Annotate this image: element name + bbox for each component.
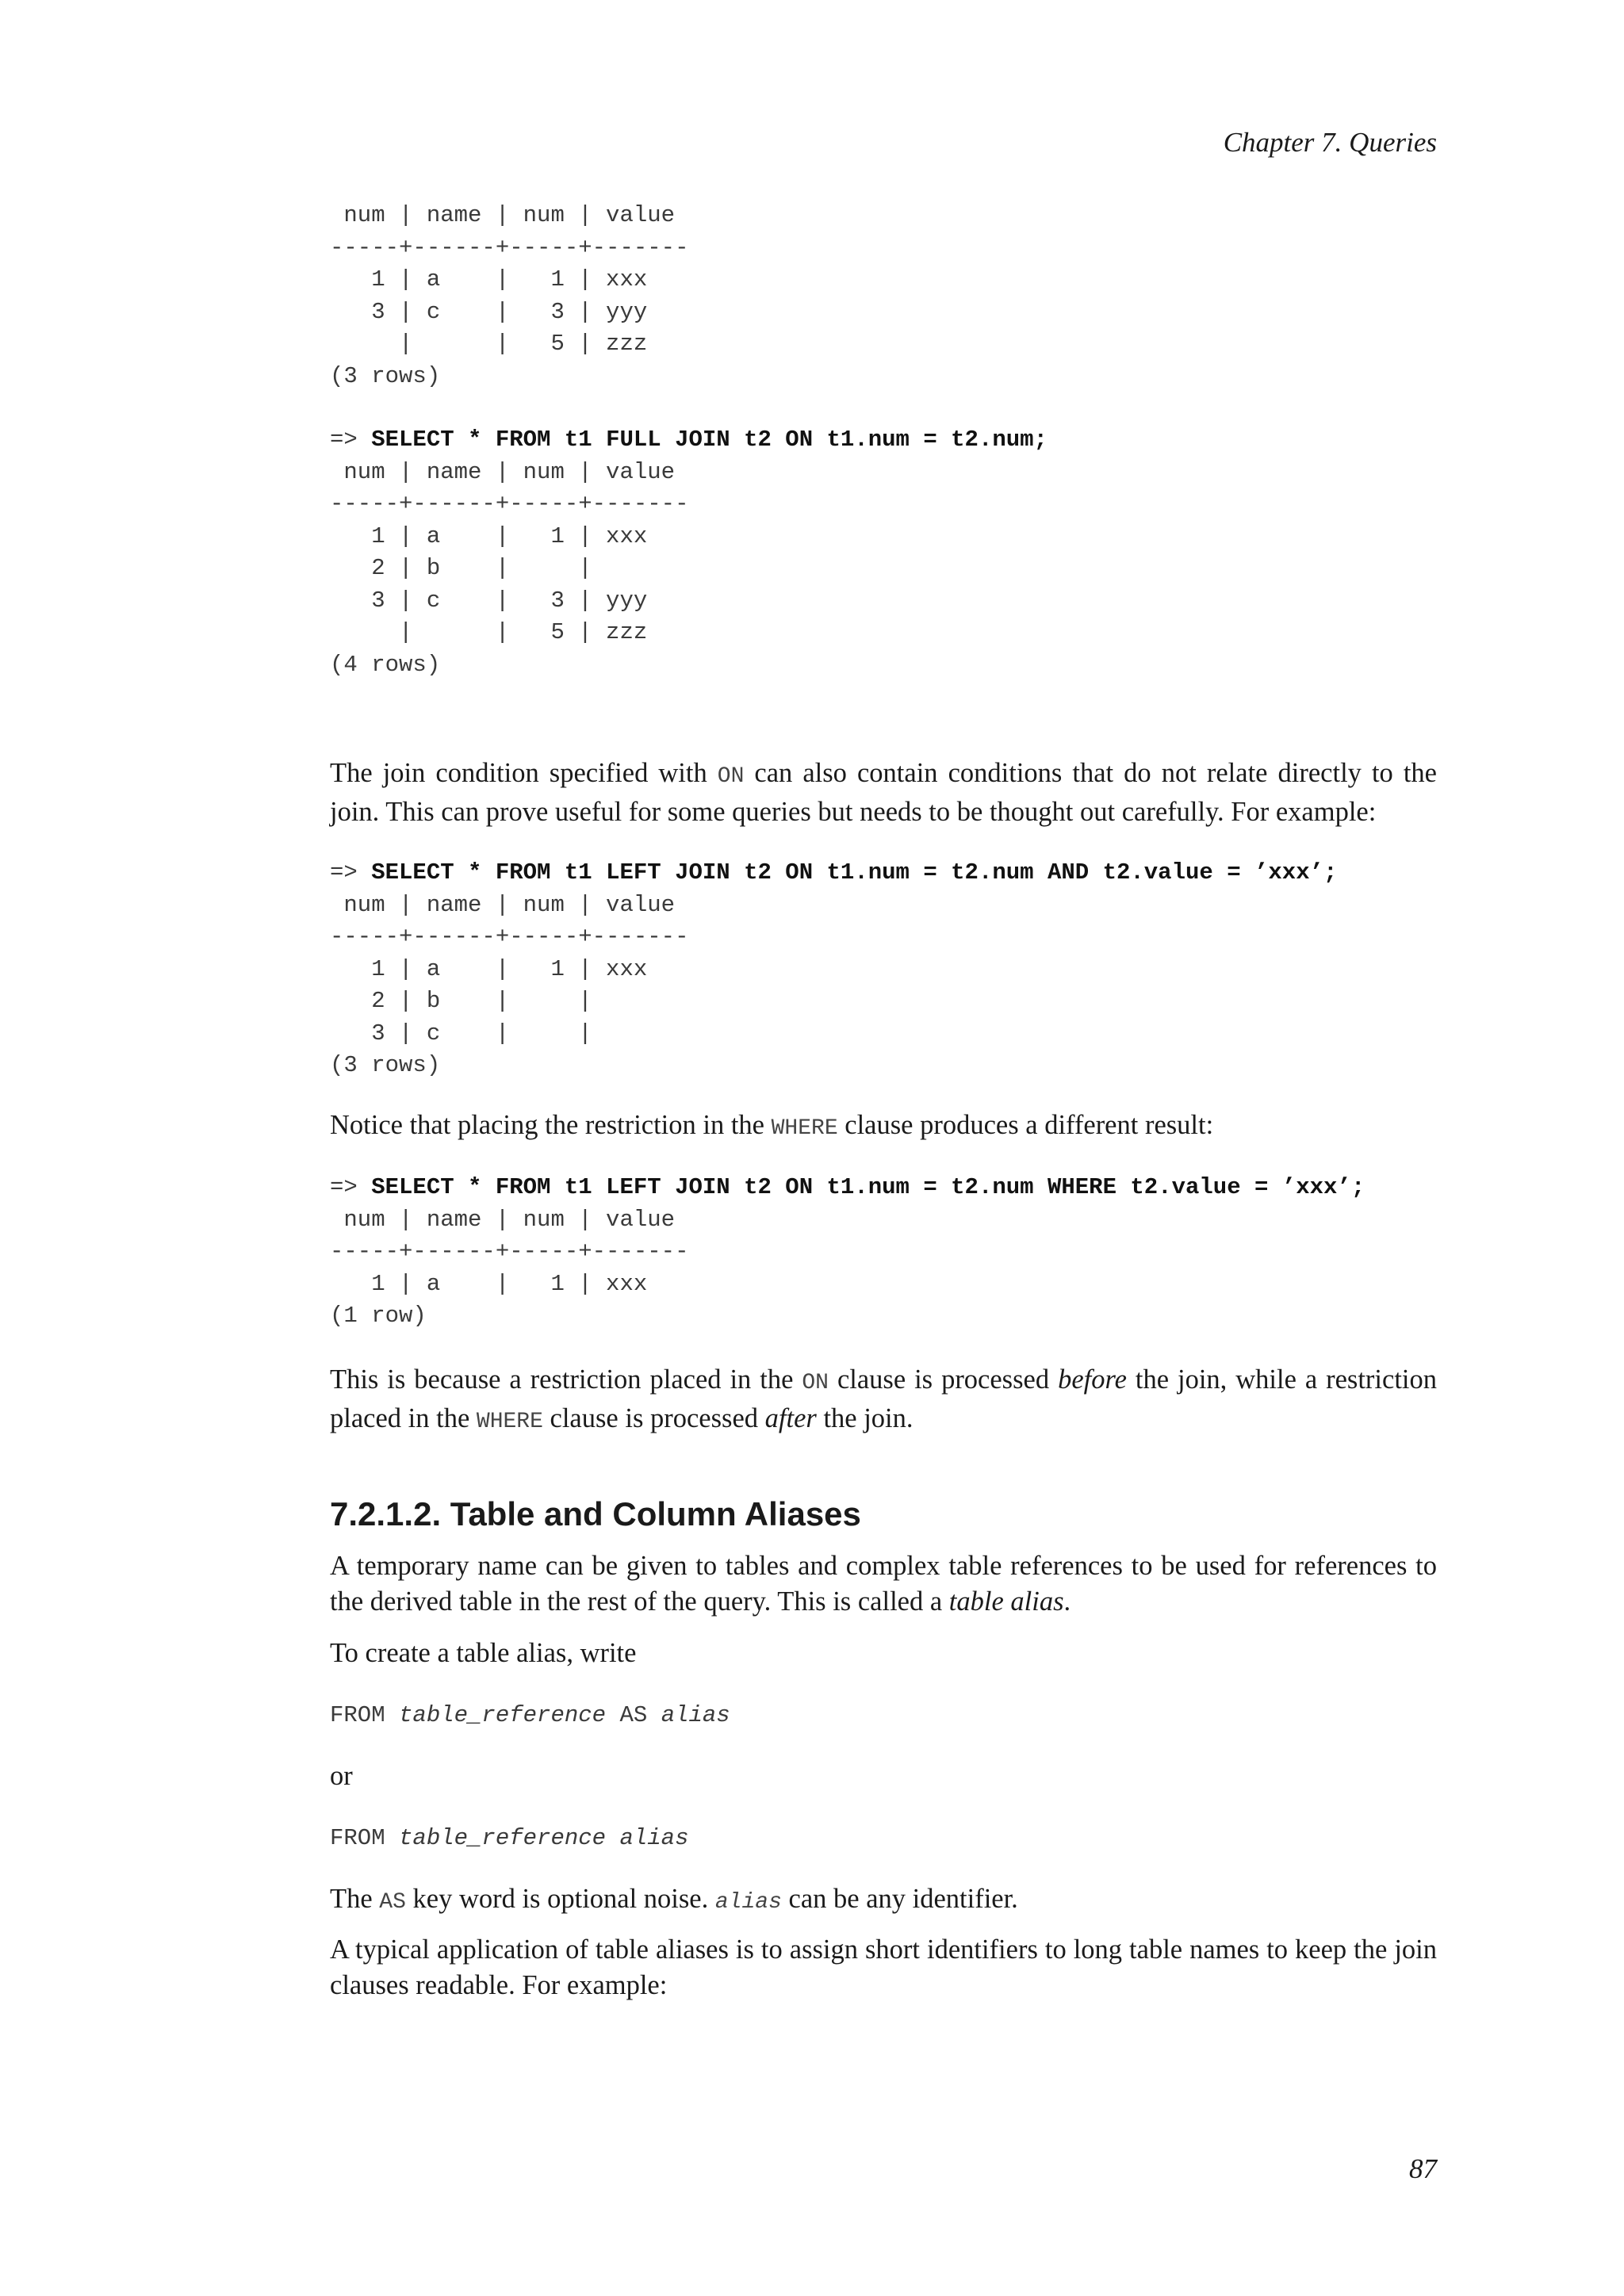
code-block-left-join-where [330,1172,1437,1333]
inline-code-as: AS [379,1890,406,1915]
inline-code-where: WHERE [476,1410,543,1434]
code-line: | | 5 | zzz [330,331,648,357]
result-table-1 [330,200,1437,392]
sql-command: SELECT * FROM t1 FULL JOIN t2 ON t1.num = t2.num; [371,427,1048,453]
sql-example-left-join-where [330,1172,1437,1333]
running-header: Chapter 7. Queries [1223,127,1437,158]
code-line: 1 | a | 1 | xxx [330,522,648,549]
code-line: 1 | a | 1 | xxx [330,955,648,982]
code-block-result-1 [330,200,1437,392]
sql-example-full-join [330,424,1437,681]
emphasis-before: before [1058,1364,1127,1395]
paragraph-before-after: This is because a restriction placed in the ON clause is processed before the join, while a restriction placed in the WHERE clause is processed after the join. [330,1364,1437,1434]
code-line: 1 | a | 1 | xxx [330,1270,648,1297]
code-line: (3 rows) [330,1052,441,1078]
code-line: (4 rows) [330,651,441,678]
page-number: 87 [1409,2153,1437,2184]
code-line: (1 row) [330,1303,427,1329]
emphasis-table-alias: table alias [948,1586,1064,1617]
paragraph-as-optional: The AS key word is optional noise. alias can be any identifier. [330,1884,1018,1915]
code-line: -----+------+-----+------- [330,1238,689,1265]
syntax-synopsis-as: FROM table_reference AS alias [330,1702,730,1728]
code-line: num | name | num | value [330,891,676,918]
sql-example-left-join-and [330,857,1437,1082]
placeholder-table-reference: table_reference [399,1825,607,1851]
paragraph-or: or [330,1761,353,1791]
paragraph-table-alias-intro: A temporary name can be given to tables and complex table references to be used for references to the derived table in the rest of the query. This is called a table alias. [330,1551,1437,1617]
code-line: 2 | b | | [330,988,592,1014]
syntax-synopsis-no-as: FROM table_reference alias [330,1825,689,1851]
paragraph-join-condition: The join condition specified with ON can also contain conditions that do not relate directly to the join. This can prove useful for some queries but needs to be thought out carefully. For example: [330,758,1437,827]
code-line: 3 | c | | [330,1020,592,1047]
code-line: num | name | num | value [330,1206,676,1233]
paragraph-where-clause: Notice that placing the restriction in the WHERE clause produces a different result: [330,1110,1214,1141]
placeholder-table-reference: table_reference [399,1702,607,1728]
code-line: 2 | b | | [330,555,592,581]
section-heading: 7.2.1.2. Table and Column Aliases [330,1495,861,1533]
placeholder-alias: alias [619,1825,689,1851]
paragraph-typical-application: A typical application of table aliases is to assign short identifiers to long table names to keep the join clauses readable. For example: [330,1934,1437,2000]
code-block-full-join [330,424,1437,681]
prompt-symbol: => [330,1174,358,1200]
inline-code-alias: alias [714,1890,782,1915]
code-line: -----+------+-----+------- [330,924,689,950]
paragraph-create-alias: To create a table alias, write [330,1638,637,1668]
code-line: num | name | num | value [330,458,676,485]
inline-code-on: ON [717,764,745,789]
code-line: 3 | c | 3 | yyy [330,587,648,614]
code-line: num | name | num | value [330,202,676,228]
placeholder-alias: alias [661,1702,730,1728]
prompt-symbol: => [330,859,358,886]
code-line: 3 | c | 3 | yyy [330,298,648,325]
sql-command: SELECT * FROM t1 LEFT JOIN t2 ON t1.num = t2.num WHERE t2.value = ’xxx’; [371,1174,1365,1200]
emphasis-after: after [764,1403,817,1433]
code-line: -----+------+-----+------- [330,491,689,517]
sql-command: SELECT * FROM t1 LEFT JOIN t2 ON t1.num = t2.num AND t2.value = ’xxx’; [371,859,1338,886]
inline-code-on: ON [802,1371,829,1395]
code-line: | | 5 | zzz [330,619,648,645]
code-line: -----+------+-----+------- [330,234,689,261]
code-block-left-join-and [330,857,1437,1082]
prompt-symbol: => [330,427,358,453]
code-line: (3 rows) [330,362,441,389]
code-line: 1 | a | 1 | xxx [330,266,648,293]
inline-code-where: WHERE [771,1116,838,1141]
